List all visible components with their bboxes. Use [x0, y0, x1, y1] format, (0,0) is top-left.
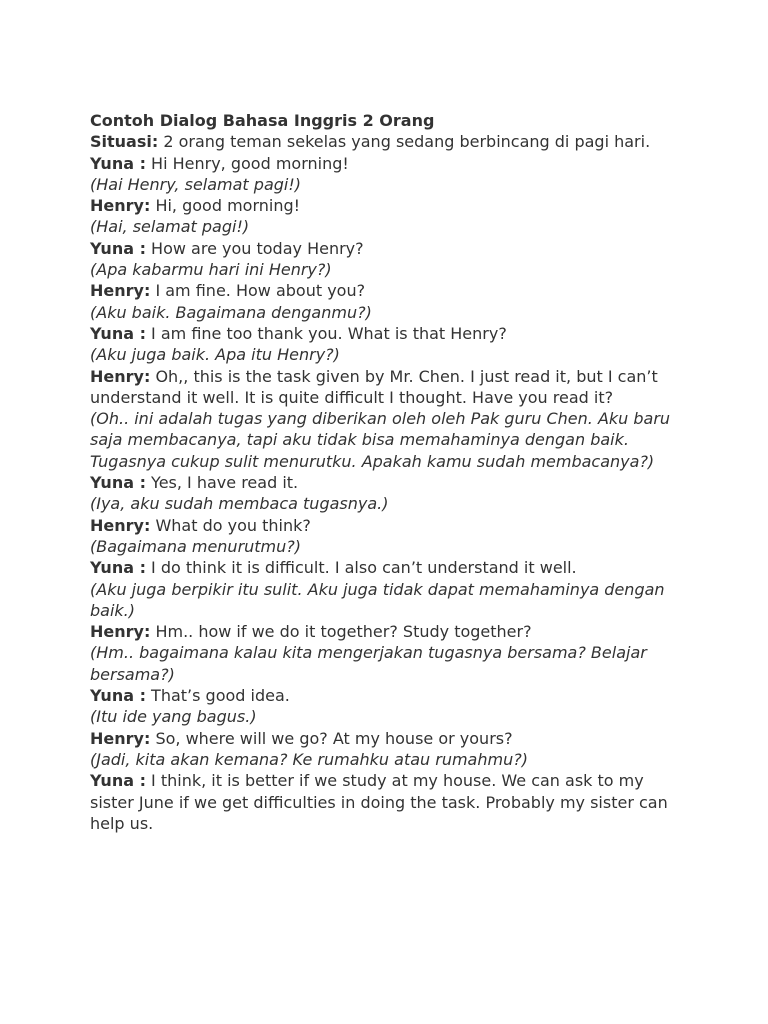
dialog-line — [90, 728, 690, 749]
dialog-line — [90, 238, 690, 259]
speaker-label: Yuna : — [90, 473, 146, 493]
dialog-line — [90, 280, 690, 301]
dialog-line — [90, 323, 690, 344]
dialog-translation: (Hm.. bagaimana kalau kita mengerjakan tugasnya bersama? Belajar bersama?) — [90, 643, 647, 684]
document-title: Contoh Dialog Bahasa Inggris 2 Orang — [90, 111, 435, 130]
dialog-translation: (Hai Henry, selamat pagi!) — [90, 174, 301, 194]
situation-label: Situasi: — [90, 132, 159, 152]
dialog-translation: (Bagaimana menurutmu?) — [90, 536, 302, 556]
speaker-label: Yuna : — [90, 558, 146, 578]
dialog-translation: (Iya, aku sudah membaca tugasnya.) — [90, 494, 389, 514]
dialog-text: I think, it is better if we study at my house. We can ask to my sister June if we get difficulties in doing the task. Probably my sister can help us. — [90, 771, 668, 833]
dialog-text: I do think it is difficult. I also can’t understand it well. — [145, 558, 577, 578]
speaker-label: Yuna : — [90, 238, 146, 258]
situation-text: 2 orang teman sekelas yang sedang berbincang di pagi hari. — [158, 132, 651, 152]
dialog-line — [90, 153, 690, 174]
situation-paragraph — [90, 131, 690, 152]
dialog-text: Hm.. how if we do it together? Study together? — [150, 622, 532, 642]
speaker-label: Yuna : — [90, 771, 146, 791]
dialog-text: I am fine too thank you. What is that Henry? — [145, 323, 507, 343]
dialog-text: That’s good idea. — [145, 686, 290, 706]
speaker-label: Henry: — [90, 281, 151, 301]
dialog-text: How are you today Henry? — [145, 238, 364, 258]
speaker-label: Yuna : — [90, 323, 146, 343]
dialog-text: Hi Henry, good morning! — [145, 153, 349, 173]
speaker-label: Henry: — [90, 366, 151, 386]
dialog-line — [90, 366, 690, 409]
speaker-label: Yuna : — [90, 686, 146, 706]
dialog-translation: (Aku juga baik. Apa itu Henry?) — [90, 345, 340, 365]
dialog-text: Hi, good morning! — [150, 196, 301, 216]
dialog-translation: (Hai, selamat pagi!) — [90, 217, 250, 237]
dialog-line — [90, 195, 690, 216]
speaker-label: Yuna : — [90, 153, 146, 173]
dialog-line — [90, 557, 690, 578]
dialog-translation: (Oh.. ini adalah tugas yang diberikan oleh oleh Pak guru Chen. Aku baru saja membacanya, tapi aku tidak bisa memahaminya dengan baik. Tugasnya cukup sulit menurutku. Apakah kamu sudah membacanya?) — [90, 409, 671, 471]
dialog-translation: (Apa kabarmu hari ini Henry?) — [90, 260, 332, 280]
dialog-line — [90, 621, 690, 642]
dialog-translation: (Jadi, kita akan kemana? Ke rumahku atau rumahmu?) — [90, 749, 528, 769]
speaker-label: Henry: — [90, 728, 151, 748]
dialog-text: Oh,, this is the task given by Mr. Chen. I just read it, but I can’t understand it well. It is quite difficult I thought. Have you read it? — [90, 366, 658, 407]
dialog-line — [90, 685, 690, 706]
dialog-text: I am fine. How about you? — [150, 281, 366, 301]
dialog-line — [90, 472, 690, 493]
dialog-line — [90, 770, 690, 834]
dialog-text: What do you think? — [150, 515, 311, 535]
dialog-translation: (Itu ide yang bagus.) — [90, 707, 257, 727]
dialog-translation: (Aku baik. Bagaimana denganmu?) — [90, 302, 372, 322]
dialog-text: So, where will we go? At my house or yours? — [150, 728, 513, 748]
dialog-text: Yes, I have read it. — [145, 473, 299, 493]
speaker-label: Henry: — [90, 196, 151, 216]
speaker-label: Henry: — [90, 515, 151, 535]
document-page — [90, 110, 690, 834]
dialog-translation: (Aku juga berpikir itu sulit. Aku juga tidak dapat memahaminya dengan baik.) — [90, 579, 665, 620]
dialog-line — [90, 515, 690, 536]
speaker-label: Henry: — [90, 622, 151, 642]
